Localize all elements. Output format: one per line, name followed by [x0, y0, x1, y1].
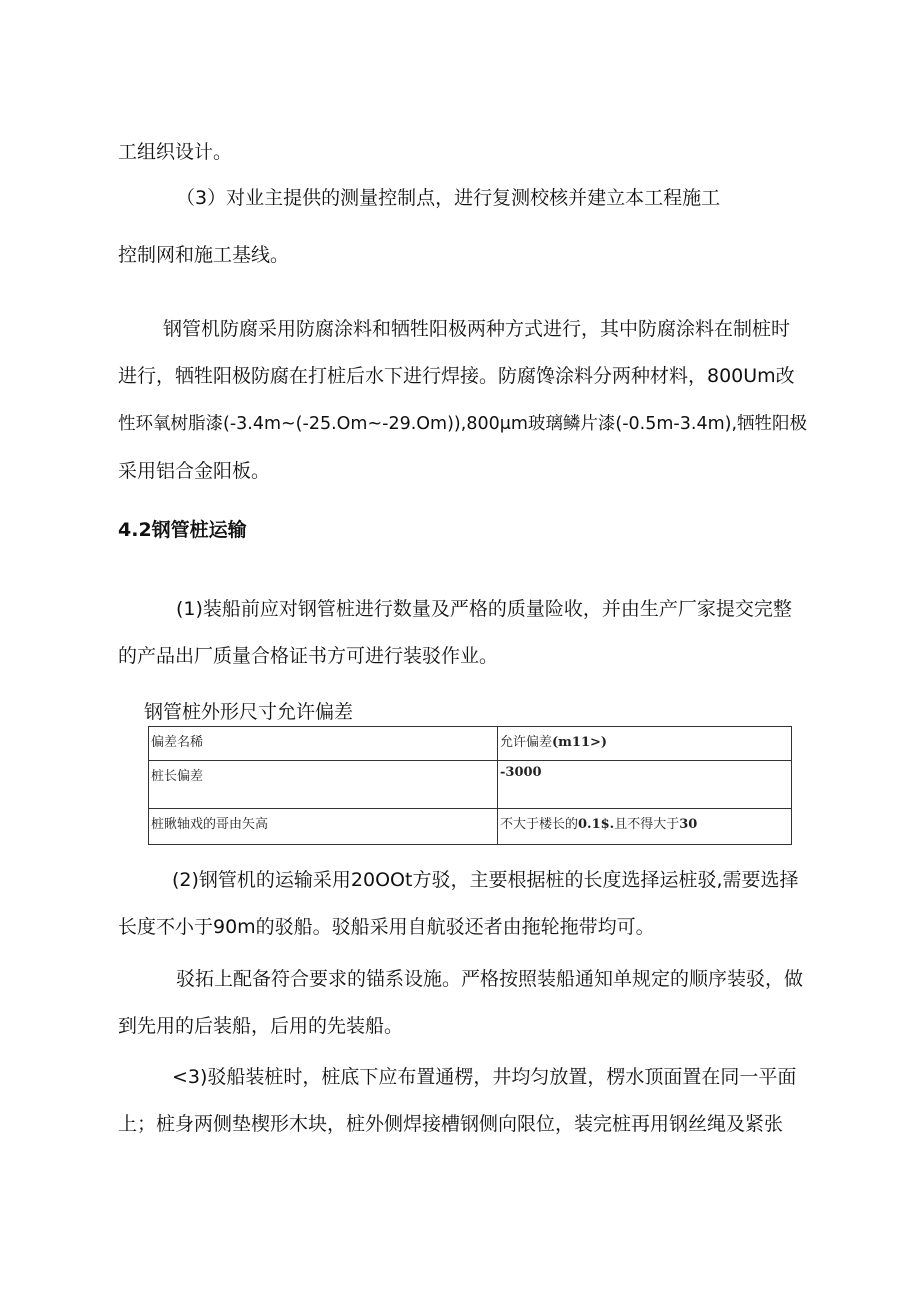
text-line: 长度不小于90m的驳船。驳船采用自航驳还者由拖轮拖带均可。: [118, 916, 655, 938]
table-cell: [149, 809, 498, 845]
section-heading: 4.2钢管桩运输: [118, 519, 247, 541]
text-line: 的产品出厂质量合格证书方可进行装驳作业。: [118, 645, 499, 667]
cell-text: 且不得大于: [614, 817, 680, 832]
text-line: 钢管机防腐采用防腐涂料和牺牲阳极两种方式进行，其中防腐涂料在制桩时: [163, 318, 791, 340]
text-line: (1)装船前应对钢管桩进行数量及严格的质量险收，并由生产厂家提交完整: [176, 598, 792, 620]
cell-value: 30: [679, 817, 698, 832]
table-cell: [498, 761, 792, 809]
table-row: [149, 761, 792, 809]
text-line: 工组织设计。: [118, 141, 233, 163]
text-line: 进行，牺牲阳极防腐在打桩后水下进行焊接。防腐馋涂料分两种材料，800Um改: [118, 365, 795, 387]
cell-label: 桩瞅轴戏的哥由矢高: [151, 817, 269, 832]
header-label: 允许偏差: [500, 735, 553, 750]
table-header-row: [149, 727, 792, 761]
table-cell: [498, 809, 792, 845]
text-line: 到先用的后装船，后用的先装船。: [118, 1015, 404, 1037]
header-label: 偏差名稀: [151, 735, 204, 750]
text-line: （3）对业主提供的测量控制点，进行复测校核并建立本工程施工: [176, 187, 721, 209]
text-line: (2)钢管机的运输采用20OOt方驳，主要根据桩的长度选择运桩驳,需要选择: [172, 869, 799, 891]
table-row: [149, 809, 792, 845]
cell-value: 0.1$.: [578, 817, 615, 832]
text-line: 上；桩身两侧垫楔形木块，桩外侧焊接槽钢侧向限位，装完桩再用钢丝绳及紧张: [118, 1113, 784, 1135]
table-caption: 钢管桩外形尺寸允许偏差: [144, 701, 354, 723]
cell-text: 不大于楼长的: [500, 817, 579, 832]
text-line: 性环氧树脂漆(-3.4m~(-25.Om~-29.Om)),800μm玻璃鳞片漆(-0.5m-3.4m),牺牲阳极: [118, 414, 808, 434]
header-unit: (m11>): [552, 735, 608, 750]
tolerance-table: [148, 726, 792, 845]
cell-value: -3000: [500, 765, 542, 780]
text-line: <3)驳船装桩时，桩底下应布置通楞，井均匀放置，楞水顶面置在同一平面: [172, 1066, 797, 1088]
table-cell: [149, 761, 498, 809]
cell-label: 桩长偏差: [151, 769, 204, 784]
text-line: 采用铝合金阳板。: [118, 460, 271, 482]
text-line: 驳拓上配备符合要求的锚系设施。严格按照装船通知单规定的顺序装驳，做: [176, 968, 804, 990]
text-line: 控制网和施工基线。: [118, 244, 290, 266]
table-header-cell: [498, 727, 792, 761]
table-header-cell: [149, 727, 498, 761]
